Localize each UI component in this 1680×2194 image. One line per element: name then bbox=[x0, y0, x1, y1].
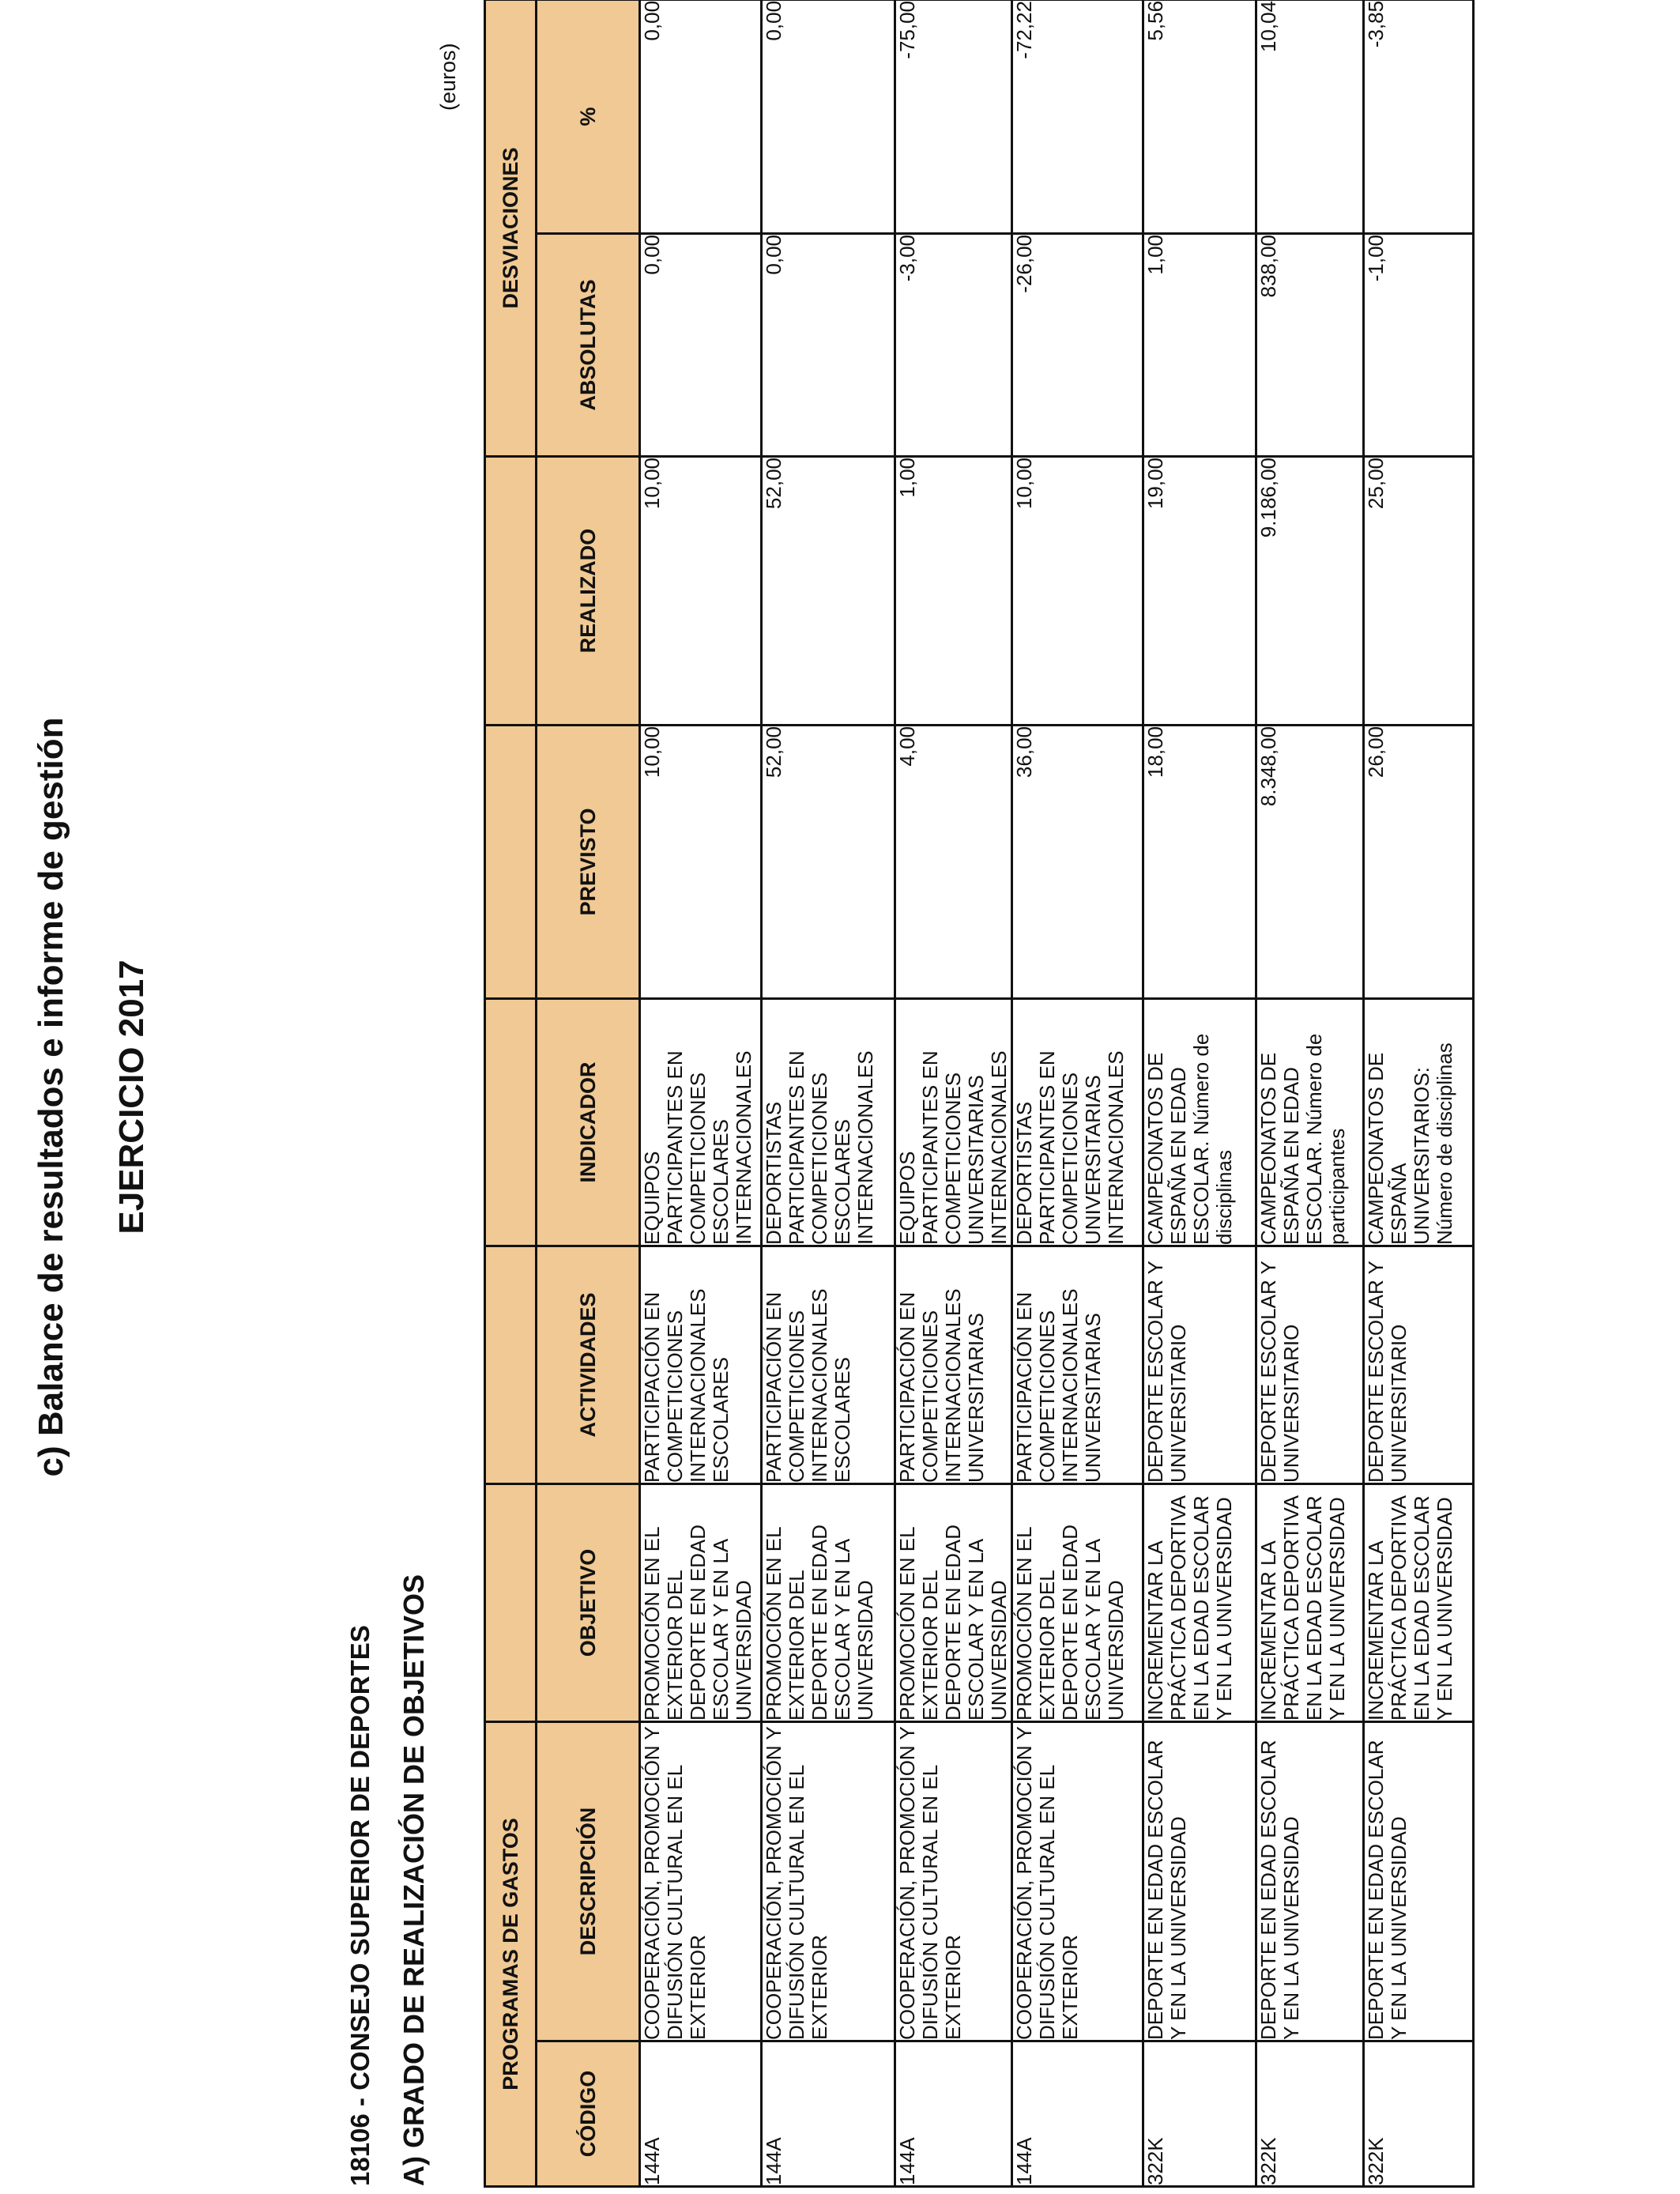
cell-previsto: 8.348,00 bbox=[1256, 725, 1364, 998]
cell-absolutas: 1,00 bbox=[1143, 233, 1256, 456]
cell-absolutas: 838,00 bbox=[1256, 233, 1364, 456]
cell-realizado: 25,00 bbox=[1364, 456, 1474, 725]
col-header-descripcion: DESCRIPCIÓN bbox=[537, 1721, 640, 2041]
table-row bbox=[1012, 0, 1143, 2187]
table-row bbox=[1364, 0, 1474, 2187]
organization-name: 18106 - CONSEJO SUPERIOR DE DEPORTES bbox=[345, 1625, 375, 2186]
cell-previsto: 36,00 bbox=[1012, 725, 1143, 998]
cell-actividades: DEPORTE ESCOLAR Y UNIVERSITARIO bbox=[1364, 1246, 1474, 1483]
cell-absolutas: -1,00 bbox=[1364, 233, 1474, 456]
report-title: c) Balance de resultados e informe de gestión bbox=[32, 717, 70, 1477]
cell-codigo: 144A bbox=[895, 2041, 1012, 2187]
col-header-indicador: INDICADOR bbox=[537, 998, 640, 1246]
cell-previsto: 10,00 bbox=[640, 725, 762, 998]
cell-codigo: 144A bbox=[762, 2041, 895, 2187]
cell-descripcion: COOPERACIÓN, PROMOCIÓN Y DIFUSIÓN CULTURAL EN EL EXTERIOR bbox=[1012, 1721, 1143, 2041]
cell-porcentaje: 10,04 bbox=[1256, 0, 1364, 233]
cell-absolutas: -26,00 bbox=[1012, 233, 1143, 456]
cell-codigo: 144A bbox=[1012, 2041, 1143, 2187]
table-row bbox=[895, 0, 1012, 2187]
table-group-header-row bbox=[485, 0, 537, 2187]
cell-porcentaje: -3,85 bbox=[1364, 0, 1474, 233]
cell-codigo: 144A bbox=[640, 2041, 762, 2187]
cell-codigo: 322K bbox=[1143, 2041, 1256, 2187]
blank-group-header bbox=[485, 725, 537, 998]
col-header-codigo: CÓDIGO bbox=[537, 2041, 640, 2187]
cell-absolutas: 0,00 bbox=[762, 233, 895, 456]
deviations-group-header: DESVIACIONES bbox=[485, 0, 537, 456]
cell-indicador: DEPORTISTAS PARTICIPANTES EN COMPETICIONES UNIVERSITARIAS INTERNACIONALES bbox=[1012, 998, 1143, 1246]
units-label: (euros) bbox=[436, 43, 460, 111]
objectives-table bbox=[484, 0, 1475, 2188]
section-heading: A) GRADO DE REALIZACIÓN DE OBJETIVOS bbox=[397, 1574, 430, 2186]
cell-realizado: 19,00 bbox=[1143, 456, 1256, 725]
fiscal-year: EJERCICIO 2017 bbox=[112, 959, 151, 1235]
cell-objetivo: PROMOCIÓN EN EL EXTERIOR DEL DEPORTE EN EDAD ESCOLAR Y EN LA UNIVERSIDAD bbox=[640, 1483, 762, 1721]
cell-objetivo: INCREMENTAR LA PRÁCTICA DEPORTIVA EN LA EDAD ESCOLAR Y EN LA UNIVERSIDAD bbox=[1256, 1483, 1364, 1721]
cell-previsto: 4,00 bbox=[895, 725, 1012, 998]
cell-absolutas: 0,00 bbox=[640, 233, 762, 456]
blank-group-header bbox=[485, 456, 537, 725]
cell-objetivo: PROMOCIÓN EN EL EXTERIOR DEL DEPORTE EN EDAD ESCOLAR Y EN LA UNIVERSIDAD bbox=[1012, 1483, 1143, 1721]
col-header-absolutas: ABSOLUTAS bbox=[537, 233, 640, 456]
cell-porcentaje: -72,22 bbox=[1012, 0, 1143, 233]
programs-group-header: PROGRAMAS DE GASTOS bbox=[485, 1721, 537, 2186]
cell-objetivo: INCREMENTAR LA PRÁCTICA DEPORTIVA EN LA EDAD ESCOLAR Y EN LA UNIVERSIDAD bbox=[1364, 1483, 1474, 1721]
cell-previsto: 26,00 bbox=[1364, 725, 1474, 998]
cell-actividades: PARTICIPACIÓN EN COMPETICIONES INTERNACIONALES ESCOLARES bbox=[640, 1246, 762, 1483]
table-row bbox=[762, 0, 895, 2187]
cell-previsto: 18,00 bbox=[1143, 725, 1256, 998]
blank-group-header bbox=[485, 1483, 537, 1721]
cell-porcentaje: 5,56 bbox=[1143, 0, 1256, 233]
col-header-objetivo: OBJETIVO bbox=[537, 1483, 640, 1721]
cell-indicador: DEPORTISTAS PARTICIPANTES EN COMPETICIONES ESCOLARES INTERNACIONALES bbox=[762, 998, 895, 1246]
cell-actividades: DEPORTE ESCOLAR Y UNIVERSITARIO bbox=[1256, 1246, 1364, 1483]
cell-realizado: 52,00 bbox=[762, 456, 895, 725]
cell-porcentaje: -75,00 bbox=[895, 0, 1012, 233]
cell-porcentaje: 0,00 bbox=[762, 0, 895, 233]
blank-group-header bbox=[485, 998, 537, 1246]
table-row bbox=[640, 0, 762, 2187]
cell-absolutas: -3,00 bbox=[895, 233, 1012, 456]
cell-descripcion: COOPERACIÓN, PROMOCIÓN Y DIFUSIÓN CULTURAL EN EL EXTERIOR bbox=[762, 1721, 895, 2041]
table-row bbox=[1256, 0, 1364, 2187]
cell-indicador: CAMPEONATOS DE ESPAÑA EN EDAD ESCOLAR. Número de disciplinas bbox=[1143, 998, 1256, 1246]
cell-indicador: EQUIPOS PARTICIPANTES EN COMPETICIONES UNIVERSITARIAS INTERNACIONALES bbox=[895, 998, 1012, 1246]
cell-previsto: 52,00 bbox=[762, 725, 895, 998]
col-header-porcentaje: % bbox=[537, 0, 640, 233]
col-header-realizado: REALIZADO bbox=[537, 456, 640, 725]
blank-group-header bbox=[485, 1246, 537, 1483]
cell-descripcion: DEPORTE EN EDAD ESCOLAR Y EN LA UNIVERSIDAD bbox=[1256, 1721, 1364, 2041]
cell-porcentaje: 0,00 bbox=[640, 0, 762, 233]
cell-codigo: 322K bbox=[1256, 2041, 1364, 2187]
cell-descripcion: COOPERACIÓN, PROMOCIÓN Y DIFUSIÓN CULTURAL EN EL EXTERIOR bbox=[895, 1721, 1012, 2041]
cell-realizado: 10,00 bbox=[640, 456, 762, 725]
cell-realizado: 1,00 bbox=[895, 456, 1012, 725]
cell-indicador: EQUIPOS PARTICIPANTES EN COMPETICIONES ESCOLARES INTERNACIONALES bbox=[640, 998, 762, 1246]
col-header-actividades: ACTIVIDADES bbox=[537, 1246, 640, 1483]
cell-indicador: CAMPEONATOS DE ESPAÑA EN EDAD ESCOLAR. Número de participantes bbox=[1256, 998, 1364, 1246]
cell-actividades: PARTICIPACIÓN EN COMPETICIONES INTERNACIONALES UNIVERSITARIAS bbox=[1012, 1246, 1143, 1483]
cell-actividades: PARTICIPACIÓN EN COMPETICIONES INTERNACIONALES ESCOLARES bbox=[762, 1246, 895, 1483]
table-column-header-row bbox=[537, 0, 640, 2187]
cell-objetivo: INCREMENTAR LA PRÁCTICA DEPORTIVA EN LA EDAD ESCOLAR Y EN LA UNIVERSIDAD bbox=[1143, 1483, 1256, 1721]
cell-descripcion: DEPORTE EN EDAD ESCOLAR Y EN LA UNIVERSIDAD bbox=[1364, 1721, 1474, 2041]
cell-descripcion: DEPORTE EN EDAD ESCOLAR Y EN LA UNIVERSIDAD bbox=[1143, 1721, 1256, 2041]
cell-actividades: DEPORTE ESCOLAR Y UNIVERSITARIO bbox=[1143, 1246, 1256, 1483]
cell-actividades: PARTICIPACIÓN EN COMPETICIONES INTERNACIONALES UNIVERSITARIAS bbox=[895, 1246, 1012, 1483]
cell-realizado: 9.186,00 bbox=[1256, 456, 1364, 725]
cell-objetivo: PROMOCIÓN EN EL EXTERIOR DEL DEPORTE EN EDAD ESCOLAR Y EN LA UNIVERSIDAD bbox=[762, 1483, 895, 1721]
cell-descripcion: COOPERACIÓN, PROMOCIÓN Y DIFUSIÓN CULTURAL EN EL EXTERIOR bbox=[640, 1721, 762, 2041]
cell-realizado: 10,00 bbox=[1012, 456, 1143, 725]
table-row bbox=[1143, 0, 1256, 2187]
cell-codigo: 322K bbox=[1364, 2041, 1474, 2187]
cell-objetivo: PROMOCIÓN EN EL EXTERIOR DEL DEPORTE EN EDAD ESCOLAR Y EN LA UNIVERSIDAD bbox=[895, 1483, 1012, 1721]
cell-indicador: CAMPEONATOS DE ESPAÑA UNIVERSITARIOS: Número de disciplinas bbox=[1364, 998, 1474, 1246]
col-header-previsto: PREVISTO bbox=[537, 725, 640, 998]
